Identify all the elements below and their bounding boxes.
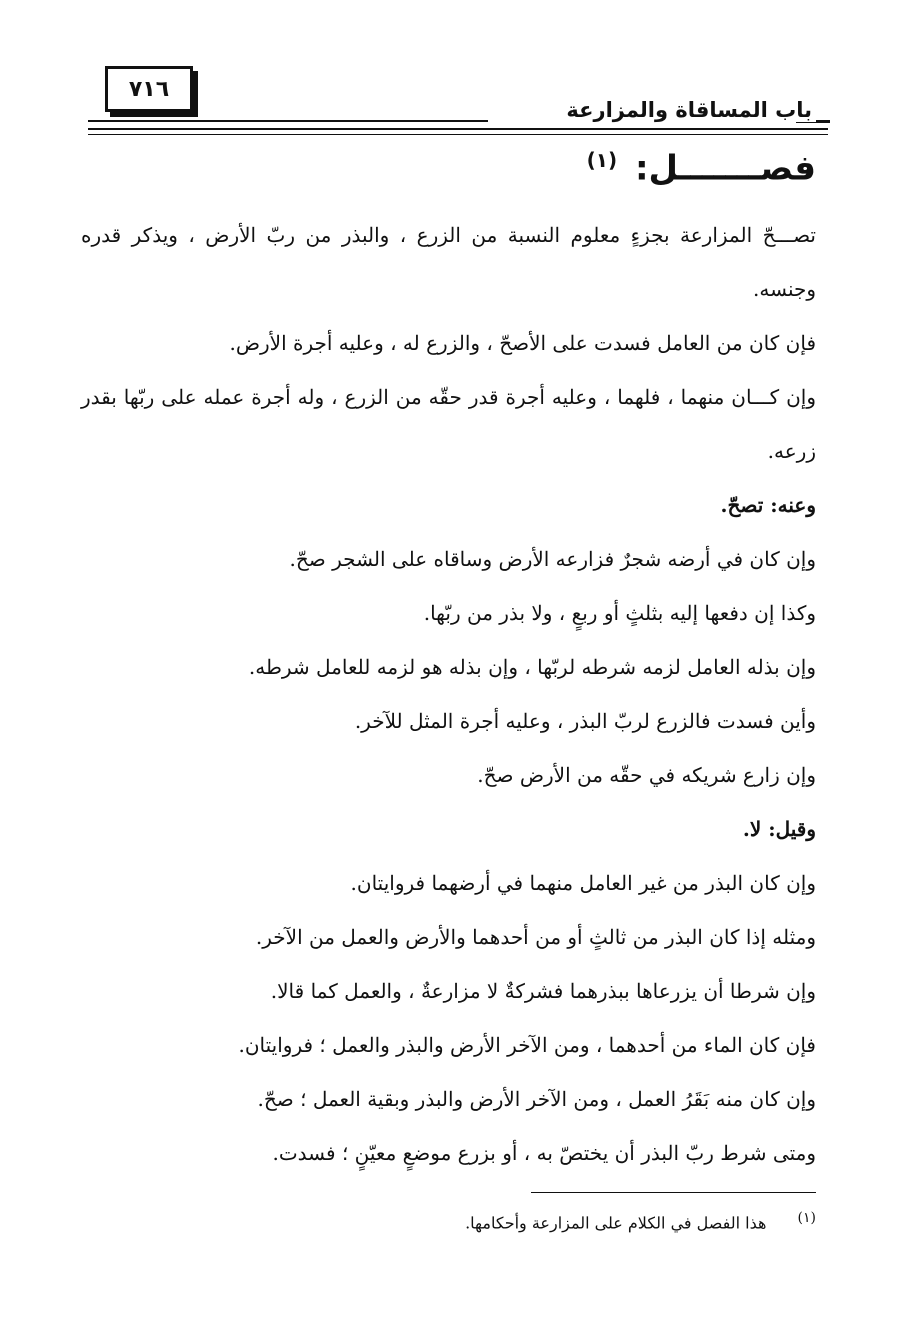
section-footnote-ref: (١) xyxy=(586,148,618,172)
paragraph: وإن كان منه بَقَرُ العمل ، ومن الآخر الأرض والبذر وبقية العمل ؛ صحّ. xyxy=(257,1087,816,1111)
paragraph: وإن زارع شريكه في حقّه من الأرض صحّ. xyxy=(477,763,816,787)
header-rule-thick xyxy=(88,128,828,130)
paragraph: ومثله إذا كان البذر من ثالثٍ أو من أحدهما والأرض والعمل من الآخر. xyxy=(255,925,816,949)
paragraph: فإن كان الماء من أحدهما ، ومن الآخر الأرض والبذر والعمل ؛ فروايتان. xyxy=(238,1033,816,1057)
paragraph: وإن شرطا أن يزرعاها ببذرهما فشركةٌ لا مزارعةٌ ، والعمل كما قالا. xyxy=(270,979,816,1003)
paragraph: وكذا إن دفعها إليه بثلثٍ أو ربعٍ ، ولا بذر من ربّها. xyxy=(423,601,816,625)
paragraph: وأين فسدت فالزرع لربّ البذر ، وعليه أجرة المثل للآخر. xyxy=(354,709,816,733)
paragraph: تصـــحّ المزارعة بجزءٍ معلوم النسبة من الزرع ، والبذر من ربّ الأرض ، ويذكر قدره وجنسه. xyxy=(81,223,816,301)
section-title: فصـــــــل: xyxy=(634,148,816,189)
header-rule-thin xyxy=(88,134,828,135)
header-rule-upper xyxy=(88,120,488,122)
chapter-title: باب المساقاة والمزارعة xyxy=(562,98,816,122)
footnote-text: هذا الفصل في الكلام على المزارعة وأحكامها. xyxy=(465,1213,767,1233)
paragraph: ومتى شرط ربّ البذر أن يختصّ به ، أو بزرع موضعٍ معيّنٍ ؛ فسدت. xyxy=(272,1141,816,1165)
paragraph: وعنه: تصحّ. xyxy=(720,493,816,517)
section-heading xyxy=(587,148,816,188)
page-number: ٧١٦ xyxy=(128,76,170,102)
footnote-mark: (١) xyxy=(797,1210,816,1226)
page-number-box xyxy=(105,66,193,112)
paragraph: وقيل: لا. xyxy=(742,817,816,841)
paragraph: وإن كان البذر من غير العامل منهما في أرضهما فروايتان. xyxy=(350,871,816,895)
footnote-divider xyxy=(531,1192,816,1193)
paragraph: وإن كان في أرضه شجرٌ فزارعه الأرض وساقاه على الشجر صحّ. xyxy=(289,547,816,571)
paragraph: وإن بذله العامل لزمه شرطه لربّها ، وإن بذله هو لزمه للعامل شرطه. xyxy=(248,655,816,679)
body-text xyxy=(81,208,816,1180)
paragraph: فإن كان من العامل فسدت على الأصحّ ، والزرع له ، وعليه أجرة الأرض. xyxy=(229,331,816,355)
paragraph: وإن كـــان منهما ، فلهما ، وعليه أجرة قدر حقّه من الزرع ، وله أجرة عمله على ربّها بقدر زرعه. xyxy=(81,385,816,463)
footnote xyxy=(465,1210,816,1232)
